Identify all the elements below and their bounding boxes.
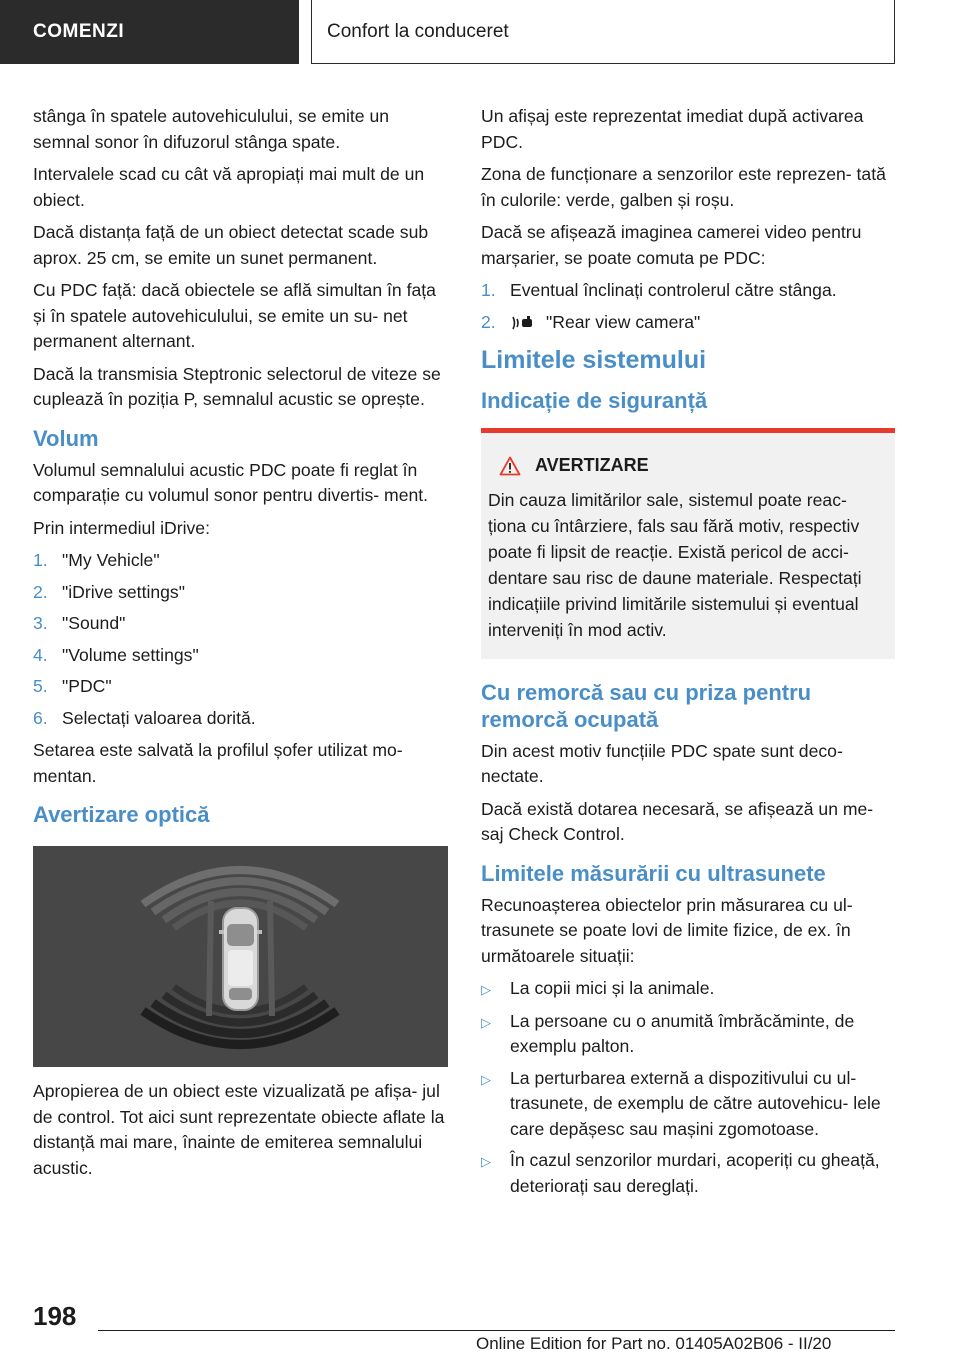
pdc-sensor-icon: [510, 314, 534, 332]
list-item: [481, 1148, 895, 1199]
paragraph: Dacă distanța față de un obiect detectat scade sub aprox. 25 cm, se emite un sunet permanent.: [33, 222, 429, 268]
heading-limitele-sistemului: Limitele sistemului: [481, 346, 707, 374]
step-number: 1.: [33, 550, 48, 570]
paragraph: Zona de funcționare a senzorilor este reprezen‐ tată în culorile: verde, galben și roșu.: [481, 164, 886, 210]
bullet-triangle-icon: ▷: [481, 1014, 491, 1030]
step-text: Selectați valoarea dorită.: [62, 707, 256, 728]
edition-footer: Online Edition for Part no. 01405A02B06 - II/20: [476, 1334, 832, 1353]
step-text: "PDC": [62, 676, 112, 696]
section-title: COMENZI: [33, 21, 125, 42]
bullet-triangle-icon: ▷: [481, 982, 491, 997]
paragraph: Recunoașterea obiectelor prin măsurarea cu ul‐ trasunete se poate lovi de limite fizice, de ex. în următoarele situații:: [481, 894, 853, 966]
paragraph: Cu PDC față: dacă obiectele se află simultan în fața și în spatele autovehiculului, se emite un su‐ net permanent alternant.: [33, 280, 436, 351]
list-item: [481, 1009, 895, 1060]
step-number: 4.: [33, 644, 48, 665]
warning-box: [481, 428, 895, 659]
paragraph: Din acest motiv funcțiile PDC spate sunt deco‐ nectate.: [481, 740, 843, 786]
heading-indicatie-siguranta: Indicație de siguranță: [481, 388, 708, 413]
step-text: "Volume settings": [62, 644, 199, 665]
heading-volum: Volum: [33, 425, 99, 451]
warning-text: Din cauza limitărilor sale, sistemul poate reac‐ ționa cu întârziere, fals sau fără motiv, respectiv poate fi lipsit de reacție. Există pericol de acci‐ dentare sau risc de daune materiale. Respectați indicațiile privind limitările sistemului și eventual interveniți în mod activ.: [488, 489, 862, 640]
chapter-tab: [311, 0, 895, 64]
step-number: 6.: [33, 707, 48, 728]
pdc-car-illustration: [33, 846, 448, 1067]
list-item: [481, 310, 895, 336]
paragraph: Apropierea de un obiect este vizualizată pe afișa‐ jul de control. Tot aici sunt reprezentate obiecte aflate la distanță mai mare, înainte de emiterea semnalului acustic.: [33, 1081, 445, 1178]
bullet-triangle-icon: ▷: [481, 1071, 491, 1087]
bullet-text: La perturbarea externă a dispozitivului cu ul‐ trasunete, de exemplu de către autovehicu‐ lele care depășesc sau mașini zgomotoase.: [510, 1067, 881, 1139]
warning-triangle-icon: [499, 456, 521, 476]
heading-avertizare-optica: Avertizare optică: [33, 802, 210, 827]
step-number: 3.: [33, 613, 48, 633]
paragraph: Intervalele scad cu cât vă apropiați mai mult de un obiect.: [33, 164, 425, 210]
warning-title-text: AVERTIZARE: [535, 455, 649, 475]
paragraph: Un afișaj este reprezentat imediat după activarea PDC.: [481, 106, 864, 152]
section-tab: [0, 0, 299, 64]
list-item: [481, 976, 895, 1003]
paragraph: Volumul semnalului acustic PDC poate fi reglat în comparație cu volumul sonor pentru divertis‐ ment.: [33, 459, 429, 505]
list-item: [481, 278, 895, 304]
step-number: 5.: [33, 676, 48, 696]
step-number: 2.: [481, 311, 496, 332]
list-item: [33, 674, 448, 700]
list-item: [33, 580, 448, 606]
bullet-triangle-icon: ▷: [481, 1154, 491, 1169]
step-text: Eventual înclinați controlerul către stânga.: [510, 280, 837, 300]
step-text: "Sound": [62, 613, 126, 633]
step-number: 1.: [481, 280, 496, 300]
step-number: 2.: [33, 581, 48, 602]
list-item: [33, 611, 448, 637]
list-item: [481, 1066, 895, 1143]
right-column: [481, 104, 895, 1205]
camera-steps-list: [481, 278, 895, 335]
step-text: "iDrive settings": [62, 581, 185, 602]
pdc-display-figure: [33, 846, 448, 1067]
left-column: [33, 104, 448, 1188]
paragraph: Setarea este salvată la profilul șofer utilizat mo‐ mentan.: [33, 740, 403, 786]
list-item: [33, 643, 448, 669]
paragraph: stânga în spatele autovehiculului, se emite un semnal sonor în difuzorul stânga spate.: [33, 106, 390, 152]
step-text: "My Vehicle": [62, 550, 160, 570]
bullet-text: La copii mici și la animale.: [510, 978, 715, 998]
page-number: 198: [33, 1301, 77, 1331]
paragraph: Prin intermediul iDrive:: [33, 517, 210, 538]
idrive-steps-list: [33, 548, 448, 731]
footer-divider: [98, 1330, 895, 1331]
bullet-text: La persoane cu o anumită îmbrăcăminte, de exemplu palton.: [510, 1010, 855, 1056]
heading-remorca: Cu remorcă sau cu priza pentru remorcă ocupată: [481, 679, 812, 732]
list-item: [33, 548, 448, 574]
bullet-text: În cazul senzorilor murdari, acoperiți cu gheață, deteriorați sau dereglați.: [510, 1150, 880, 1196]
step-text: "Rear view camera": [546, 311, 701, 332]
paragraph: Dacă există dotarea necesară, se afișează un me‐ saj Check Control.: [481, 798, 874, 844]
list-item: [33, 706, 448, 732]
paragraph: Dacă se afișează imaginea camerei video pentru marșarier, se poate comuta pe PDC:: [481, 222, 862, 268]
paragraph: Dacă la transmisia Steptronic selectorul de viteze se cuplează în poziția P, semnalul acustic se oprește.: [33, 363, 441, 409]
heading-limitele-ultrasunete: Limitele măsurării cu ultrasunete: [481, 860, 826, 886]
situations-list: [481, 976, 895, 1199]
chapter-title: Confort la conduceret: [327, 20, 509, 42]
warning-title: [488, 453, 888, 479]
